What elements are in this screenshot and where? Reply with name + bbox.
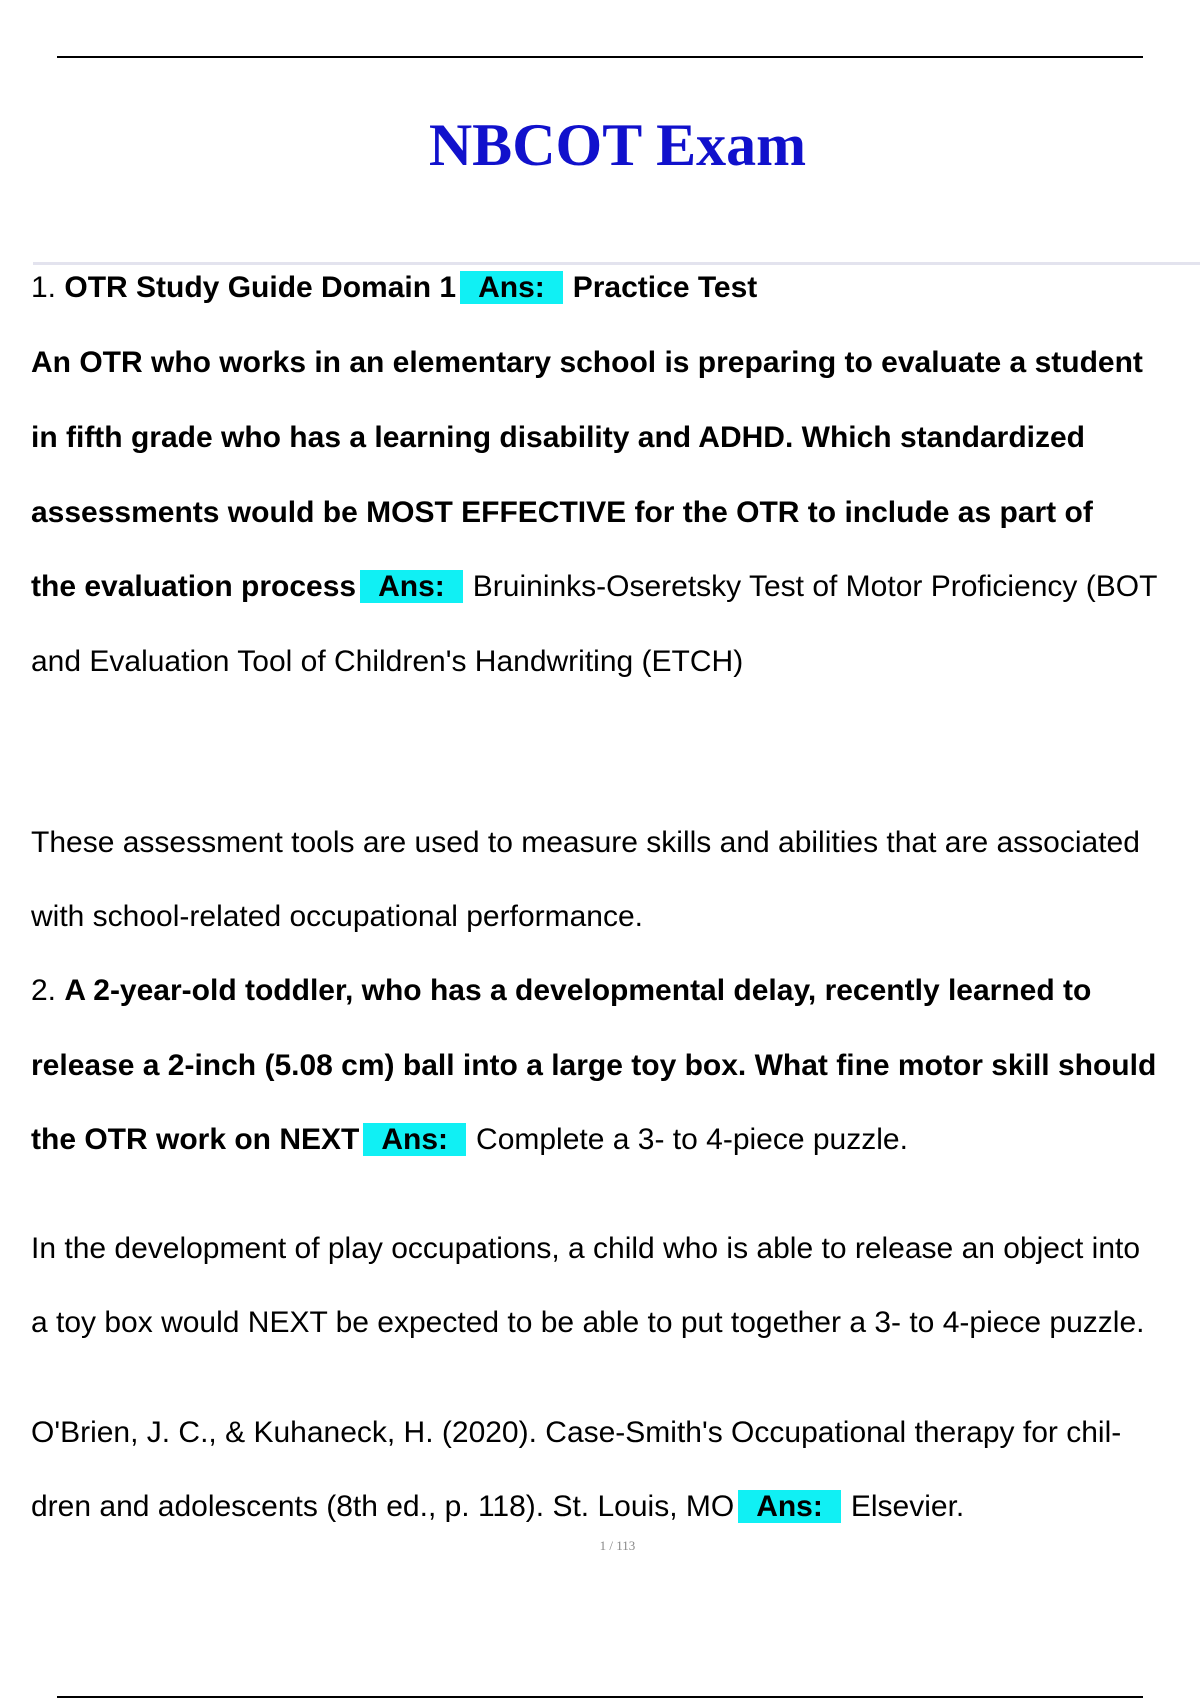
ans-highlight: Ans: (363, 1123, 466, 1156)
ans-highlight: Ans: (360, 570, 463, 603)
q2-question-first-line (31, 971, 1091, 1011)
q1-answer-line-1: Bruininks-Oseretsky Test of Motor Proficiency (BOT (472, 570, 1158, 603)
q2-rationale-line-2: a toy box would NEXT be expected to be able to put together a 3- to 4-piece puzzle. (31, 1306, 1145, 1339)
title-separator (33, 262, 1200, 265)
q1-rationale-line-2: with school-related occupational performance. (31, 900, 643, 933)
q1-heading-line (31, 268, 757, 308)
q2-reference-line-1: O'Brien, J. C., & Kuhaneck, H. (2020). Case-Smith's Occupational therapy for chil- (31, 1416, 1122, 1449)
q1-heading: OTR Study Guide Domain 1 (64, 271, 457, 304)
q1-answer-line (31, 567, 1157, 607)
ans-highlight: Ans: (460, 271, 563, 304)
q1-answer-line-2: and Evaluation Tool of Children's Handwriting (ETCH) (31, 645, 744, 678)
q1-question-line-4: the evaluation process (31, 570, 357, 603)
q2-reference-line (31, 1487, 964, 1527)
q1-question-line-2: in fifth grade who has a learning disability and ADHD. Which standardized (31, 421, 1085, 454)
q2-question-line-3: the OTR work on NEXT (31, 1123, 360, 1156)
q2-rationale-line-1: In the development of play occupations, a child who is able to release an object into (31, 1232, 1141, 1265)
q1-heading-answer: Practice Test (572, 271, 758, 304)
q2-question-line-2: release a 2-inch (5.08 cm) ball into a large toy box. What fine motor skill should (31, 1049, 1157, 1082)
q2-number: 2. (31, 974, 57, 1007)
q2-answer-line (31, 1120, 908, 1160)
page-number: 1 / 113 (599, 1538, 636, 1553)
q2-reference-line-2: dren and adolescents (8th ed., p. 118). St. Louis, MO (31, 1490, 735, 1523)
q2-question-line-1: A 2-year-old toddler, who has a developmental delay, recently learned to (64, 974, 1092, 1007)
q1-number: 1. (31, 271, 57, 304)
q1-rationale-line-1: These assessment tools are used to measure skills and abilities that are associated (31, 826, 1140, 859)
document-title: NBCOT Exam (428, 112, 807, 178)
top-rule (57, 56, 1143, 58)
q1-question-line-1: An OTR who works in an elementary school is preparing to evaluate a student (31, 346, 1143, 379)
q2-answer: Complete a 3- to 4-piece puzzle. (476, 1123, 908, 1156)
q1-question-line-3: assessments would be MOST EFFECTIVE for the OTR to include as part of (31, 496, 1093, 529)
ans-highlight: Ans: (738, 1490, 841, 1523)
q2-reference-answer: Elsevier. (850, 1490, 965, 1523)
bottom-rule (57, 1696, 1143, 1698)
